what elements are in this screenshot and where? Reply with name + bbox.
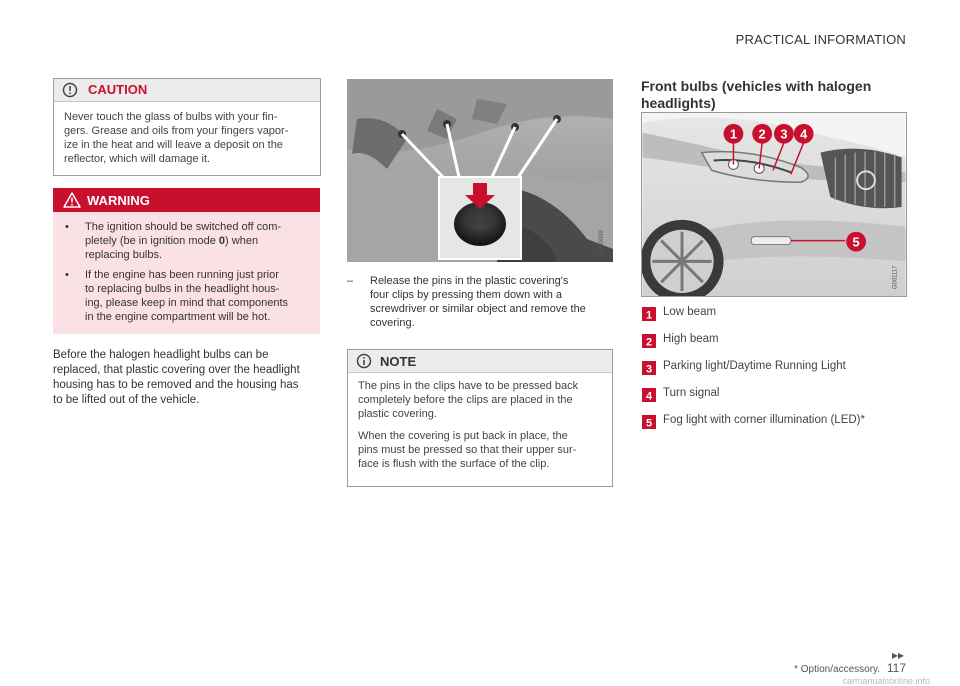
note-line: face is flush with the surface of the clip. <box>358 458 550 470</box>
caution-box <box>53 78 321 176</box>
note-line: completely before the clips are placed in the <box>358 394 573 406</box>
warning-title: WARNING <box>87 193 150 208</box>
number-badge-icon <box>641 414 657 435</box>
section-heading <box>641 78 911 112</box>
number-badge-icon <box>641 360 657 381</box>
caution-line: gers. Grease and oils from your fingers vapor- <box>64 125 289 137</box>
figure-code: G081117 <box>892 265 899 290</box>
svg-text:3: 3 <box>645 363 653 376</box>
warning-box <box>53 188 320 334</box>
note-title: NOTE <box>380 354 417 369</box>
warning-item-line <box>85 234 312 248</box>
continue-arrow-icon: ▸▸ <box>891 648 904 662</box>
number-badge-icon <box>641 333 657 354</box>
warning-item-line: ing, please keep in mind that components <box>85 297 289 309</box>
note-line: plastic covering. <box>358 408 437 420</box>
warning-item <box>65 220 312 262</box>
note-paragraph <box>358 429 602 471</box>
intro-line: housing has to be removed and the housing has <box>53 379 299 391</box>
page-number: 117 <box>886 661 906 675</box>
note-line: The pins in the clips have to be pressed back <box>358 380 579 392</box>
caution-body <box>54 102 320 174</box>
callout-3: 3 <box>780 126 788 142</box>
warning-item-line: replacing bulbs. <box>85 249 163 261</box>
step-line: covering. <box>370 317 415 329</box>
warning-text: ) when <box>225 235 259 247</box>
caution-title-bar <box>54 79 320 102</box>
legend-item <box>641 332 921 359</box>
step-text <box>370 274 613 330</box>
callout-1: 1 <box>729 126 738 142</box>
intro-line: Before the halogen headlight bulbs can be <box>53 349 269 361</box>
caution-title: CAUTION <box>88 82 148 97</box>
legend-item <box>641 305 921 332</box>
heading-line: Front bulbs (vehicles with halogen <box>641 78 872 94</box>
headlight-figure <box>641 112 907 297</box>
step-line: four clips by pressing them down with a <box>370 289 562 301</box>
bulb-legend <box>641 305 921 440</box>
legend-label: Turn signal <box>663 387 720 399</box>
legend-label: Fog light with corner illumination (LED)* <box>663 414 865 426</box>
figure-code: G080099 <box>599 230 605 255</box>
note-box <box>347 349 613 487</box>
info-circle-icon <box>62 82 78 103</box>
warning-item-line: to replacing bulbs in the headlight hous- <box>85 283 280 295</box>
note-line: pins must be pressed so that their upper sur- <box>358 444 577 456</box>
caution-line: Never touch the glass of bulbs with your fin- <box>64 111 278 123</box>
warning-list <box>53 212 320 324</box>
legend-item <box>641 386 921 413</box>
step-line: screwdriver or similar object and remove the <box>370 303 586 315</box>
warning-item-line: • If the engine has been running just prior <box>85 269 279 281</box>
intro-line: to be lifted out of the vehicle. <box>53 394 200 406</box>
warning-text: pletely (be in ignition mode <box>85 235 219 247</box>
svg-text:2: 2 <box>645 336 653 349</box>
svg-text:5: 5 <box>645 417 653 430</box>
legend-item <box>641 359 921 386</box>
caution-line: reflector, which will damage it. <box>64 153 211 165</box>
warning-triangle-icon <box>63 192 81 213</box>
info-circle-icon <box>356 353 372 374</box>
warning-title-bar <box>53 188 320 212</box>
warning-item <box>65 268 312 324</box>
note-line: When the covering is put back in place, the <box>358 430 568 442</box>
ignition-mode-value: 0 <box>218 235 226 247</box>
engine-cover-figure <box>347 79 613 262</box>
number-badge-icon <box>641 306 657 327</box>
note-title-bar <box>348 350 612 373</box>
callout-4: 4 <box>800 126 808 142</box>
callout-2: 2 <box>758 126 766 142</box>
warning-item-line: • The ignition should be switched off com- <box>85 221 282 233</box>
step-line: Release the pins in the plastic covering's <box>370 275 569 287</box>
note-body <box>348 373 612 485</box>
note-paragraph <box>358 379 602 421</box>
warning-item-line: in the engine compartment will be hot. <box>85 311 271 323</box>
intro-line: replaced, that plastic covering over the headlight <box>53 364 300 376</box>
legend-label: Low beam <box>663 306 717 318</box>
section-header: PRACTICAL INFORMATION <box>735 32 906 47</box>
footnote: * Option/accessory. <box>794 664 881 675</box>
svg-text:1: 1 <box>645 309 653 322</box>
watermark-text: carmanualsonline.info <box>842 676 930 686</box>
legend-label: Parking light/Daytime Running Light <box>663 360 846 372</box>
legend-label: High beam <box>663 333 719 345</box>
intro-paragraph <box>53 348 323 408</box>
number-badge-icon <box>641 387 657 408</box>
legend-item <box>641 413 921 440</box>
page-footer <box>794 661 906 675</box>
callout-5: 5 <box>852 234 860 250</box>
svg-text:4: 4 <box>645 390 653 403</box>
caution-line: ize in the heat and will leave a deposit on the <box>64 139 283 151</box>
heading-line: headlights) <box>641 95 716 111</box>
instruction-step <box>347 274 613 330</box>
step-dash: – <box>347 275 354 287</box>
